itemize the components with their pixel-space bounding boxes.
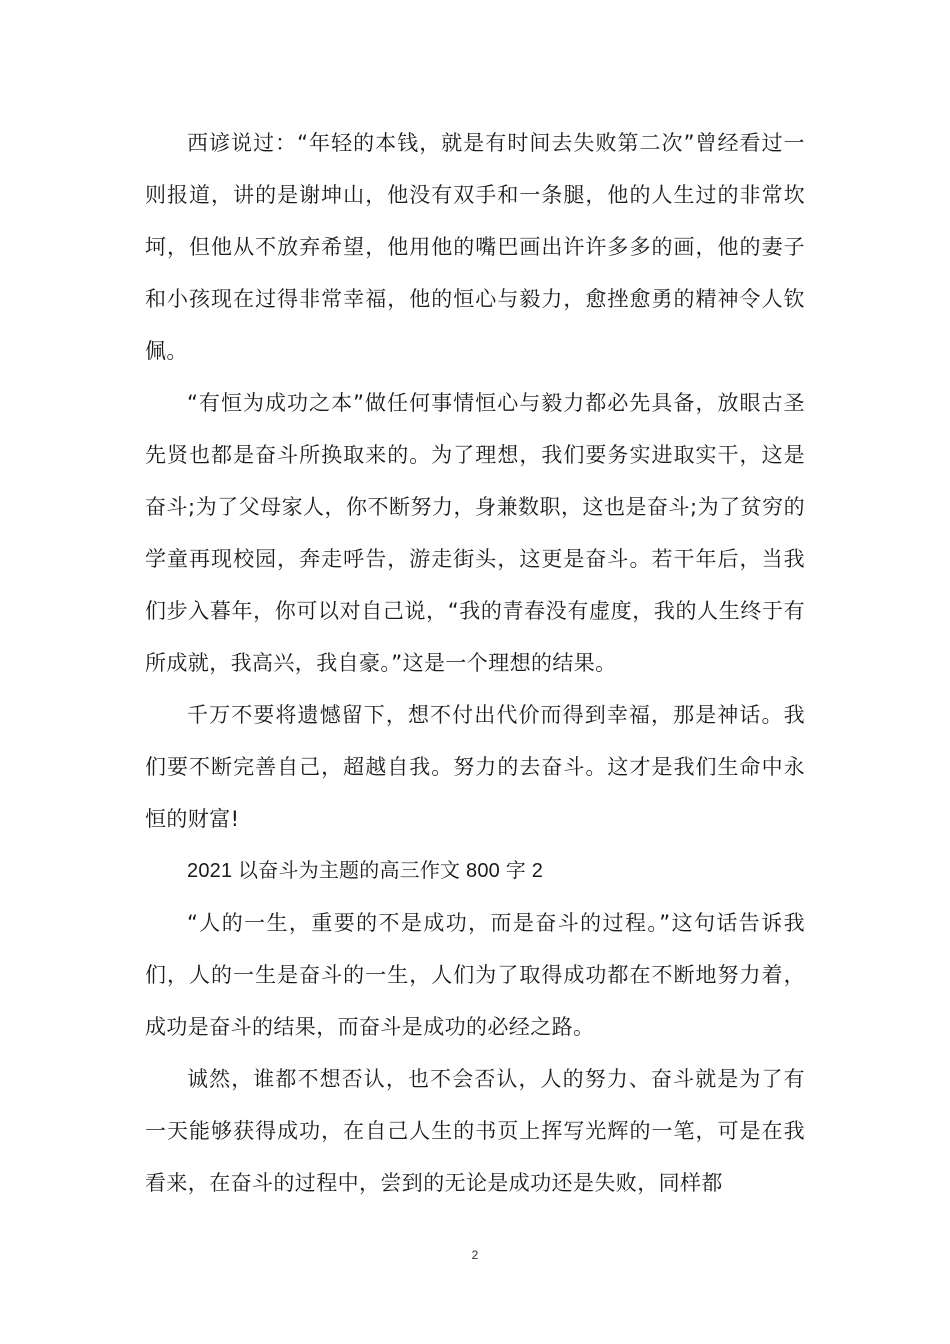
paragraph-chengran: 诚然，谁都不想否认，也不会否认，人的努力、奋斗就是为了有一天能够获得成功，在自己人生的书页上挥写光辉的一笔，可是在我看来，在奋斗的过程中，尝到的无论是成功还是失败，同样都	[145, 1067, 805, 1195]
paragraph-xieyan: 西谚说过：“年轻的本钱，就是有时间去失败第二次”曾经看过一则报道，讲的是谢坤山，他没有双手和一条腿，他的人生过的非常坎坷，但他从不放弃希望，他用他的嘴巴画出许许多多的画，他的妻子和小孩现在过得非常幸福，他的恒心与毅力，愈挫愈勇的精神令人钦佩。	[145, 131, 805, 363]
essay-heading: 2021 以奋斗为主题的高三作文 800 字 2	[187, 860, 544, 882]
document-body	[145, 117, 805, 1209]
paragraph-qianwan: 千万不要将遗憾留下，想不付出代价而得到幸福，那是神话。我们要不断完善自己，超越自我。努力的去奋斗。这才是我们生命中永恒的财富!	[145, 703, 805, 831]
paragraph-rendeyisheng: “人的一生，重要的不是成功，而是奋斗的过程。”这句话告诉我们，人的一生是奋斗的一生，人们为了取得成功都在不断地努力着，成功是奋斗的结果，而奋斗是成功的必经之路。	[145, 911, 805, 1039]
paragraph-youheng: “有恒为成功之本”做任何事情恒心与毅力都必先具备，放眼古圣先贤也都是奋斗所换取来的。为了理想，我们要务实进取实干，这是奋斗;为了父母家人，你不断努力，身兼数职，这也是奋斗;为了贫穷的学童再现校园，奔走呼告，游走街头，这更是奋斗。若干年后，当我们步入暮年，你可以对自己说，“我的青春没有虚度，我的人生终于有所成就，我高兴，我自豪。”这是一个理想的结果。	[145, 391, 805, 675]
page-number: 2	[471, 1248, 479, 1262]
